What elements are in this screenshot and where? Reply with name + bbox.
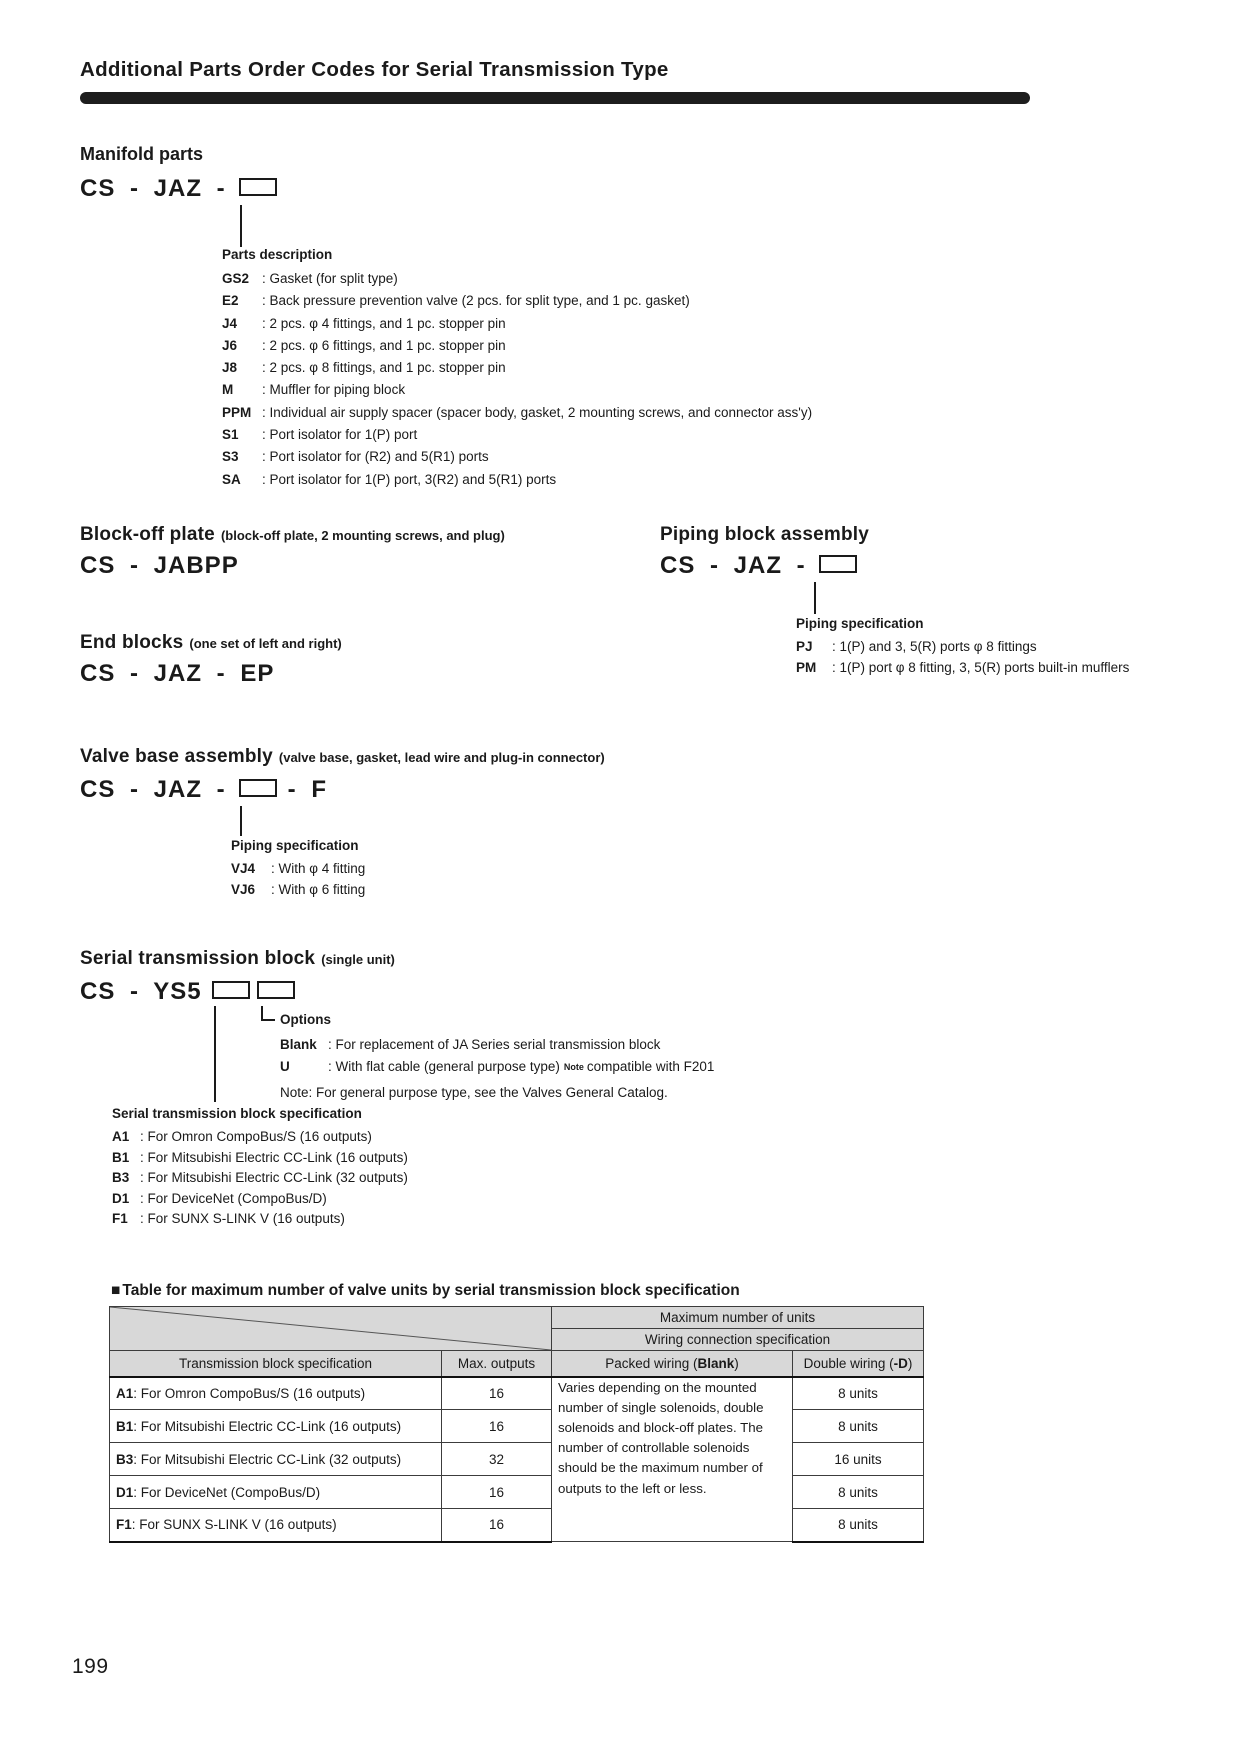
spec-item	[112, 1148, 408, 1169]
connector-line	[261, 1006, 263, 1020]
block-off-plate-note: (block-off plate, 2 mounting screws, and plug)	[220, 528, 505, 543]
part-desc: : Individual air supply spacer (spacer body, gasket, 2 mounting screws, and connector ass'y)	[262, 404, 813, 420]
row-spec: : For Mitsubishi Electric CC-Link (16 outputs)	[133, 1418, 402, 1434]
end-blocks-order-code	[80, 660, 274, 688]
row-spec: : For DeviceNet (CompoBus/D)	[133, 1484, 321, 1500]
spec-code: D1	[112, 1190, 130, 1206]
row-code: A1	[116, 1385, 134, 1401]
valve-base-spec-heading: Piping specification	[231, 838, 359, 853]
page-title: Additional Parts Order Codes for Serial Transmission Type	[80, 58, 669, 81]
row-double-wiring: 16 units	[793, 1443, 924, 1476]
spec-item	[112, 1168, 408, 1189]
serial-block-code-prefix: CS - YS5	[80, 978, 202, 1005]
row-max-outputs: 16	[442, 1509, 552, 1542]
row-max-outputs: 16	[442, 1476, 552, 1509]
part-desc: : 2 pcs. φ 4 fittings, and 1 pc. stopper pin	[262, 315, 506, 331]
option-item	[280, 1056, 714, 1078]
valve-base-code-suffix: - F	[287, 776, 327, 803]
piping-spec-list	[796, 637, 1129, 678]
packed-wiring-note: Varies depending on the mounted number of single solenoids, double solenoids and block-off plates. The number of controllable solenoids should be the maximum number of outputs to the left or less.	[552, 1377, 793, 1542]
spec-item	[112, 1127, 408, 1148]
part-code: E2	[222, 293, 239, 309]
end-blocks-heading	[80, 632, 342, 654]
option-code: U	[280, 1059, 290, 1075]
packed-wiring-blank: Blank	[697, 1355, 735, 1371]
parts-list-item	[222, 446, 812, 468]
piping-block-order-code	[660, 552, 857, 580]
row-spec-cell	[110, 1377, 442, 1410]
part-code: J4	[222, 315, 238, 331]
part-code: S3	[222, 449, 239, 465]
packed-wiring-close: )	[734, 1355, 739, 1371]
block-off-code: CS - JABPP	[80, 552, 239, 579]
parts-list-item	[222, 290, 812, 312]
table-title	[111, 1282, 740, 1300]
valve-base-title: Valve base assembly	[80, 746, 273, 767]
connector-line	[814, 582, 816, 614]
table-title-text: Table for maximum number of valve units by serial transmission block specification	[122, 1282, 740, 1299]
spec-code: B1	[112, 1149, 130, 1165]
parts-list-item	[222, 424, 812, 446]
double-wiring-label: Double wiring (	[803, 1355, 894, 1371]
option-desc: : With flat cable (general purpose type)	[328, 1059, 560, 1075]
connector-line	[240, 806, 242, 836]
row-max-outputs: 32	[442, 1443, 552, 1476]
parts-description-heading: Parts description	[222, 247, 333, 262]
col-header-transmission-block: Transmission block specification	[110, 1351, 442, 1377]
spec-desc: : For Mitsubishi Electric CC-Link (32 outputs)	[140, 1170, 408, 1186]
block-off-plate-title: Block-off plate	[80, 524, 215, 545]
valve-base-order-code	[80, 776, 327, 804]
double-wiring-d: -D	[893, 1355, 908, 1371]
row-max-outputs: 16	[442, 1410, 552, 1443]
end-blocks-code: CS - JAZ - EP	[80, 660, 275, 687]
spec-item	[796, 658, 1129, 679]
table-header-row-3	[110, 1351, 924, 1377]
part-desc: : 2 pcs. φ 8 fittings, and 1 pc. stopper pin	[262, 360, 506, 376]
table-row	[110, 1509, 924, 1542]
valve-base-spec-list	[231, 859, 365, 900]
row-double-wiring: 8 units	[793, 1377, 924, 1410]
part-desc: : 2 pcs. φ 6 fittings, and 1 pc. stopper pin	[262, 337, 506, 353]
part-desc: : Port isolator for 1(P) port, 3(R2) and 5(R1) ports	[262, 471, 557, 487]
part-desc: : Muffler for piping block	[262, 382, 406, 398]
order-code-box	[212, 981, 250, 999]
spec-desc: : For SUNX S-LINK V (16 outputs)	[140, 1211, 345, 1227]
serial-block-note: (single unit)	[321, 952, 395, 967]
spec-item	[796, 637, 1129, 658]
row-spec-cell	[110, 1410, 442, 1443]
valve-base-note: (valve base, gasket, lead wire and plug-in connector)	[278, 750, 605, 765]
part-desc: : Gasket (for split type)	[262, 271, 398, 286]
part-desc: : Port isolator for (R2) and 5(R1) ports	[262, 449, 489, 465]
manifold-parts-heading: Manifold parts	[80, 144, 204, 164]
part-code: J8	[222, 360, 238, 376]
option-desc-cont: compatible with F201	[586, 1059, 715, 1075]
serial-block-title: Serial transmission block	[80, 948, 316, 969]
title-underline-bar	[80, 92, 1030, 104]
diagonal-header-cell	[110, 1307, 552, 1351]
end-blocks-title: End blocks	[80, 632, 184, 653]
col-header-packed-wiring	[552, 1351, 793, 1377]
spec-desc: : For Mitsubishi Electric CC-Link (16 outputs)	[140, 1149, 408, 1165]
valve-base-heading	[80, 746, 605, 768]
spec-code: B3	[112, 1170, 130, 1186]
parts-list-item	[222, 335, 812, 357]
spec-code: VJ6	[231, 881, 256, 897]
parts-list-item	[222, 268, 812, 290]
spec-code: PM	[796, 659, 817, 675]
option-desc: : For replacement of JA Series serial transmission block	[328, 1037, 661, 1052]
options-heading: Options	[280, 1012, 331, 1027]
spec-item	[112, 1209, 408, 1230]
option-code: Blank	[280, 1037, 317, 1052]
spec-code: PJ	[796, 639, 813, 654]
part-code: PPM	[222, 404, 252, 420]
row-spec: : For Omron CompoBus/S (16 outputs)	[133, 1385, 366, 1401]
row-spec: : For Mitsubishi Electric CC-Link (32 outputs)	[133, 1451, 402, 1467]
row-code: F1	[116, 1517, 132, 1533]
row-code: B1	[116, 1418, 134, 1434]
row-spec-cell	[110, 1476, 442, 1509]
parts-list-item	[222, 402, 812, 424]
part-desc: : Back pressure prevention valve (2 pcs. for split type, and 1 pc. gasket)	[262, 293, 690, 309]
row-double-wiring: 8 units	[793, 1476, 924, 1509]
serial-block-order-code	[80, 978, 295, 1006]
option-item	[280, 1034, 714, 1056]
order-code-box	[239, 779, 277, 797]
option-note-superscript: Note	[563, 1062, 584, 1073]
manifold-code-prefix: CS - JAZ -	[80, 175, 226, 202]
table-row	[110, 1377, 924, 1410]
serial-spec-list	[112, 1127, 408, 1230]
spec-desc: : For Omron CompoBus/S (16 outputs)	[140, 1129, 372, 1144]
end-blocks-note: (one set of left and right)	[189, 636, 342, 651]
connector-line	[214, 1006, 216, 1102]
max-units-header: Maximum number of units	[552, 1307, 924, 1329]
spec-item	[231, 880, 365, 901]
wiring-spec-header: Wiring connection specification	[552, 1329, 924, 1351]
block-off-plate-heading	[80, 524, 505, 546]
connector-line	[240, 205, 242, 247]
spec-code: A1	[112, 1129, 130, 1144]
row-double-wiring: 8 units	[793, 1410, 924, 1443]
part-code: SA	[222, 471, 241, 487]
order-code-box	[239, 178, 277, 196]
spec-item	[231, 859, 365, 880]
square-bullet-icon: ■	[111, 1282, 121, 1299]
part-code: GS2	[222, 271, 250, 286]
parts-description-list	[222, 268, 812, 491]
order-code-box	[257, 981, 295, 999]
diagonal-divider	[110, 1307, 551, 1350]
row-code: D1	[116, 1484, 134, 1500]
spec-desc: : 1(P) and 3, 5(R) ports φ 8 fittings	[832, 639, 1037, 654]
spec-desc: : With φ 4 fitting	[271, 861, 366, 876]
piping-block-code-prefix: CS - JAZ -	[660, 552, 806, 579]
spec-desc: : With φ 6 fitting	[271, 881, 366, 897]
parts-list-item	[222, 469, 812, 491]
col-header-double-wiring	[793, 1351, 924, 1377]
row-spec-cell	[110, 1509, 442, 1542]
page-number: 199	[72, 1655, 109, 1678]
serial-spec-heading: Serial transmission block specification	[112, 1106, 362, 1121]
valve-base-code-prefix: CS - JAZ -	[80, 776, 226, 803]
options-footnote: Note: For general purpose type, see the Valves General Catalog.	[280, 1084, 668, 1100]
table-row	[110, 1476, 924, 1509]
block-off-order-code	[80, 552, 239, 580]
part-code: S1	[222, 427, 239, 443]
spec-desc: : For DeviceNet (CompoBus/D)	[140, 1190, 327, 1206]
spec-code: VJ4	[231, 861, 256, 876]
serial-block-heading	[80, 948, 395, 970]
row-spec: : For SUNX S-LINK V (16 outputs)	[131, 1517, 337, 1533]
part-code: M	[222, 382, 234, 398]
parts-list-item	[222, 357, 812, 379]
max-units-table	[109, 1306, 924, 1543]
spec-item	[112, 1189, 408, 1210]
piping-spec-heading: Piping specification	[796, 616, 924, 631]
piping-block-heading: Piping block assembly	[660, 524, 870, 545]
options-list	[280, 1034, 714, 1100]
manifold-order-code	[80, 175, 277, 203]
row-code: B3	[116, 1451, 134, 1467]
connector-line	[261, 1019, 275, 1021]
row-double-wiring: 8 units	[793, 1509, 924, 1542]
order-code-box	[819, 555, 857, 573]
part-desc: : Port isolator for 1(P) port	[262, 427, 418, 443]
table-header-row-1	[110, 1307, 924, 1329]
spec-code: F1	[112, 1211, 128, 1227]
parts-list-item	[222, 379, 812, 401]
parts-list-item	[222, 313, 812, 335]
part-code: J6	[222, 337, 238, 353]
table-row	[110, 1443, 924, 1476]
col-header-max-outputs: Max. outputs	[442, 1351, 552, 1377]
row-max-outputs: 16	[442, 1377, 552, 1410]
double-wiring-close: )	[907, 1355, 913, 1371]
row-spec-cell	[110, 1443, 442, 1476]
packed-wiring-label: Packed wiring (	[605, 1355, 698, 1371]
table-row	[110, 1410, 924, 1443]
spec-desc: : 1(P) port φ 8 fitting, 3, 5(R) ports built-in mufflers	[832, 659, 1130, 675]
